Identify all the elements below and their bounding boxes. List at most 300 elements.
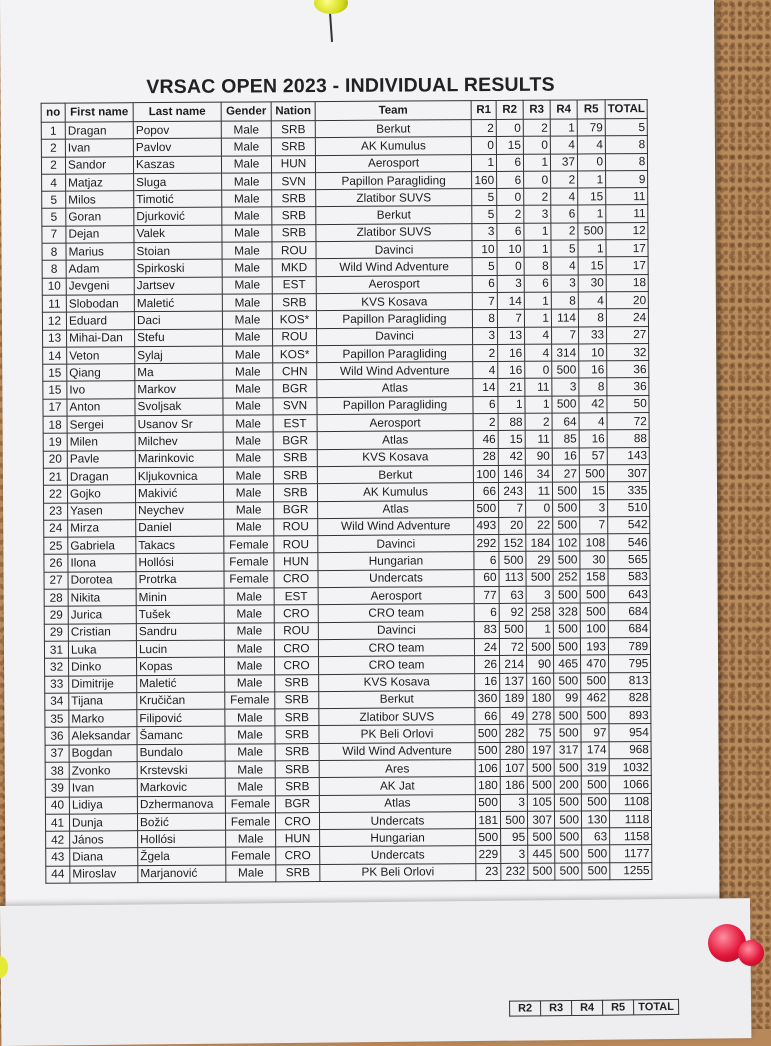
column-header: R2 bbox=[496, 100, 523, 119]
table-cell: 500 bbox=[526, 569, 553, 586]
table-cell: 14 bbox=[473, 379, 498, 396]
table-cell: 0 bbox=[497, 188, 524, 205]
table-cell: Male bbox=[221, 138, 271, 156]
table-cell: 5 bbox=[472, 189, 497, 206]
table-cell: 8 bbox=[42, 260, 66, 277]
table-cell: 500 bbox=[554, 672, 581, 689]
table-cell: 3 bbox=[526, 586, 553, 603]
table-cell: 24 bbox=[44, 520, 68, 537]
table-cell: HUN bbox=[274, 553, 318, 571]
table-cell: 16 bbox=[498, 361, 525, 378]
table-cell: Hollósi bbox=[138, 830, 226, 848]
table-cell: SRB bbox=[275, 743, 319, 761]
table-cell: Zlatibor SUVS bbox=[316, 223, 472, 241]
table-cell: 465 bbox=[554, 655, 581, 672]
table-cell: 3 bbox=[497, 275, 524, 292]
column-header: Last name bbox=[133, 102, 221, 122]
table-cell: 88 bbox=[498, 413, 525, 430]
table-cell: 2 bbox=[41, 157, 65, 174]
table-cell: Aerosport bbox=[317, 414, 473, 432]
table-cell: 38 bbox=[45, 762, 69, 779]
table-cell: Male bbox=[223, 432, 273, 450]
table-cell: 11 bbox=[606, 205, 648, 223]
table-cell: CRO bbox=[276, 847, 320, 865]
table-cell: 1177 bbox=[610, 845, 652, 863]
table-cell: 0 bbox=[496, 119, 523, 136]
table-cell: 17 bbox=[606, 257, 648, 275]
table-cell: Davinci bbox=[316, 241, 472, 259]
table-cell: 280 bbox=[500, 742, 527, 759]
table-cell: 500 bbox=[500, 811, 527, 828]
table-cell: SVN bbox=[272, 172, 316, 190]
table-cell: Neychev bbox=[136, 502, 224, 520]
table-cell: 15 bbox=[498, 431, 525, 448]
table-cell: Krstevski bbox=[137, 761, 225, 779]
table-cell: 100 bbox=[580, 620, 608, 637]
table-cell: EST bbox=[272, 276, 316, 294]
table-cell: Male bbox=[222, 225, 272, 243]
table-cell: 20 bbox=[43, 451, 67, 468]
table-cell: 60 bbox=[474, 569, 499, 586]
table-cell: 4 bbox=[551, 257, 578, 274]
table-cell: Male bbox=[222, 294, 272, 312]
table-cell: Milen bbox=[67, 433, 135, 451]
table-cell: 0 bbox=[497, 258, 524, 275]
table-cell: 1 bbox=[524, 292, 551, 309]
table-cell: 37 bbox=[550, 154, 577, 171]
table-cell: Stefu bbox=[135, 329, 223, 347]
table-cell: 63 bbox=[499, 586, 526, 603]
table-cell: Eduard bbox=[66, 312, 134, 330]
table-cell: 5 bbox=[472, 206, 497, 223]
table-cell: 6 bbox=[497, 171, 524, 188]
table-cell: 1108 bbox=[609, 793, 651, 811]
second-sheet-header bbox=[509, 999, 679, 1017]
table-cell: 229 bbox=[476, 846, 501, 863]
table-cell: SRB bbox=[275, 691, 319, 709]
table-cell: 500 bbox=[553, 621, 580, 638]
table-cell: 292 bbox=[474, 535, 499, 552]
table-cell: 27 bbox=[552, 465, 579, 482]
table-cell: 5 bbox=[551, 240, 578, 257]
table-cell: 500 bbox=[581, 793, 609, 810]
table-cell: 319 bbox=[581, 759, 609, 776]
table-cell: Wild Wind Adventure bbox=[319, 742, 475, 760]
column-header: R3 bbox=[523, 100, 550, 119]
table-cell: Dinko bbox=[69, 658, 137, 676]
table-cell: 684 bbox=[608, 603, 650, 621]
red-pushpin-head-icon bbox=[738, 940, 764, 966]
table-cell: 42 bbox=[579, 396, 607, 413]
table-cell: 1 bbox=[498, 396, 525, 413]
table-cell: 64 bbox=[552, 413, 579, 430]
table-cell: Male bbox=[226, 865, 276, 883]
table-cell: Sluga bbox=[134, 173, 222, 191]
table-cell: Kopas bbox=[137, 657, 225, 675]
table-cell: 4 bbox=[42, 174, 66, 191]
table-cell: Male bbox=[224, 588, 274, 606]
table-cell: 1255 bbox=[610, 862, 652, 880]
table-cell: 500 bbox=[476, 829, 501, 846]
table-cell: 1 bbox=[578, 205, 606, 222]
table-cell: 500 bbox=[552, 396, 579, 413]
table-cell: 3 bbox=[472, 223, 497, 240]
table-cell: 13 bbox=[43, 330, 67, 347]
table-cell: Atlas bbox=[317, 431, 473, 449]
table-cell: Female bbox=[225, 813, 275, 831]
table-cell: Male bbox=[225, 744, 275, 762]
table-cell: CRO team bbox=[318, 639, 474, 657]
table-cell: CHN bbox=[273, 363, 317, 381]
table-cell: 90 bbox=[527, 655, 554, 672]
table-cell: 1 bbox=[526, 621, 553, 638]
results-table bbox=[41, 99, 653, 884]
table-cell: 180 bbox=[527, 690, 554, 707]
table-cell: 4 bbox=[578, 292, 606, 309]
table-cell: Male bbox=[223, 484, 273, 502]
table-cell: 26 bbox=[475, 656, 500, 673]
table-cell: 7 bbox=[499, 500, 526, 517]
table-cell: 500 bbox=[582, 863, 610, 880]
table-cell: 105 bbox=[527, 794, 554, 811]
page-title: VRSAC OPEN 2023 - INDIVIDUAL RESULTS bbox=[146, 73, 555, 99]
table-cell: Stoian bbox=[134, 242, 222, 260]
table-cell: 8 bbox=[524, 258, 551, 275]
table-cell: 500 bbox=[581, 776, 609, 793]
table-cell: 500 bbox=[580, 603, 608, 620]
table-cell: 1066 bbox=[609, 776, 651, 794]
table-cell: 1 bbox=[525, 396, 552, 413]
table-cell: 6 bbox=[496, 154, 523, 171]
table-cell: 7 bbox=[497, 310, 524, 327]
table-cell: 565 bbox=[608, 551, 650, 569]
table-cell: 180 bbox=[475, 777, 500, 794]
table-cell: Female bbox=[224, 553, 274, 571]
table-cell: 1 bbox=[550, 119, 577, 136]
table-cell: 193 bbox=[580, 638, 608, 655]
table-cell: Male bbox=[225, 657, 275, 675]
table-cell: 5 bbox=[472, 258, 497, 275]
table-cell: 16 bbox=[579, 430, 607, 447]
table-cell: 28 bbox=[473, 448, 498, 465]
table-cell: 3 bbox=[501, 846, 528, 863]
table-cell: 11 bbox=[42, 295, 66, 312]
column-header: R5 bbox=[577, 100, 605, 119]
table-cell: SVN bbox=[273, 397, 317, 415]
table-cell: Male bbox=[221, 155, 271, 173]
table-cell: Slobodan bbox=[66, 295, 134, 313]
table-cell: Female bbox=[224, 536, 274, 554]
table-cell: KVS Kosava bbox=[319, 673, 475, 691]
table-cell: BGR bbox=[273, 432, 317, 450]
table-cell: AK Kumulus bbox=[317, 483, 473, 501]
table-cell: 106 bbox=[475, 759, 500, 776]
table-cell: 12 bbox=[606, 222, 648, 240]
table-cell: 2 bbox=[524, 188, 551, 205]
table-cell: 3 bbox=[500, 794, 527, 811]
table-cell: KVS Kosava bbox=[316, 293, 472, 311]
table-cell: 72 bbox=[607, 413, 649, 431]
table-cell: Male bbox=[222, 311, 272, 329]
table-cell: 500 bbox=[499, 621, 526, 638]
table-cell: 146 bbox=[498, 465, 525, 482]
table-cell: 0 bbox=[524, 171, 551, 188]
table-cell: 2 bbox=[497, 206, 524, 223]
table-cell: 1 bbox=[524, 309, 551, 326]
table-cell: Aerosport bbox=[315, 154, 471, 172]
table-cell: 6 bbox=[524, 275, 551, 292]
table-cell: 7 bbox=[580, 517, 608, 534]
column-header: Nation bbox=[271, 102, 315, 121]
table-cell: PK Beli Orlovi bbox=[319, 725, 475, 743]
table-cell: 795 bbox=[609, 655, 651, 673]
table-cell: Tijana bbox=[69, 692, 137, 710]
table-cell: Atlas bbox=[317, 379, 473, 397]
table-cell: 2 bbox=[473, 414, 498, 431]
table-cell: MKD bbox=[272, 259, 316, 277]
table-cell: SRB bbox=[275, 674, 319, 692]
table-cell: EST bbox=[273, 415, 317, 433]
table-cell: 29 bbox=[44, 606, 68, 623]
table-cell: Markovic bbox=[137, 778, 225, 796]
table-cell: Davinci bbox=[318, 621, 474, 639]
table-cell: Male bbox=[223, 363, 273, 381]
table-cell: Male bbox=[226, 830, 276, 848]
table-cell: 41 bbox=[45, 814, 69, 831]
table-cell: 42 bbox=[46, 831, 70, 848]
table-cell: 107 bbox=[500, 759, 527, 776]
table-cell: Hungarian bbox=[320, 829, 476, 847]
table-cell: Mihai-Dan bbox=[67, 329, 135, 347]
table-cell: 4 bbox=[579, 413, 607, 430]
table-cell: 8 bbox=[605, 153, 647, 171]
table-cell: Male bbox=[224, 501, 274, 519]
table-cell: 35 bbox=[45, 710, 69, 727]
table-cell: Sandor bbox=[65, 156, 133, 174]
table-cell: 6 bbox=[473, 396, 498, 413]
table-cell: Božić bbox=[137, 813, 225, 831]
table-cell: 500 bbox=[554, 811, 581, 828]
table-cell: Male bbox=[225, 778, 275, 796]
table-cell: CRO bbox=[275, 657, 319, 675]
table-cell: SRB bbox=[273, 467, 317, 485]
table-cell: 500 bbox=[555, 863, 582, 880]
table-cell: 8 bbox=[551, 292, 578, 309]
table-cell: Anton bbox=[67, 398, 135, 416]
table-cell: 232 bbox=[501, 863, 528, 880]
table-cell: 4 bbox=[473, 362, 498, 379]
table-cell: 0 bbox=[577, 153, 605, 170]
table-cell: 66 bbox=[475, 708, 500, 725]
table-cell: 1032 bbox=[609, 759, 651, 777]
table-cell: 137 bbox=[500, 673, 527, 690]
table-cell: Male bbox=[224, 605, 274, 623]
table-cell: 36 bbox=[607, 378, 649, 396]
table-cell: 500 bbox=[475, 794, 500, 811]
table-cell: 1 bbox=[524, 223, 551, 240]
table-cell: Male bbox=[222, 207, 272, 225]
table-cell: 4 bbox=[525, 344, 552, 361]
table-cell: 335 bbox=[607, 482, 649, 500]
table-cell: 15 bbox=[43, 364, 67, 381]
table-cell: Papillon Paragliding bbox=[317, 396, 473, 414]
table-cell: Kaszas bbox=[133, 156, 221, 174]
table-cell: CRO team bbox=[318, 604, 474, 622]
table-cell: 0 bbox=[471, 137, 496, 154]
table-cell: 22 bbox=[43, 485, 67, 502]
table-cell: Male bbox=[223, 328, 273, 346]
table-cell: 684 bbox=[608, 620, 650, 638]
table-cell: Berkut bbox=[315, 120, 471, 138]
table-cell: 462 bbox=[581, 690, 609, 707]
table-cell: 66 bbox=[473, 483, 498, 500]
table-cell: Papillon Paragliding bbox=[316, 172, 472, 190]
table-cell: SRB bbox=[273, 449, 317, 467]
table-cell: 88 bbox=[607, 430, 649, 448]
column-header: Gender bbox=[221, 102, 271, 121]
table-cell: Svoljsak bbox=[135, 398, 223, 416]
table-cell: 27 bbox=[607, 326, 649, 344]
table-cell: 2 bbox=[551, 171, 578, 188]
column-header: First name bbox=[65, 103, 133, 122]
table-cell: ROU bbox=[274, 536, 318, 554]
table-cell: 360 bbox=[475, 690, 500, 707]
table-cell: 8 bbox=[579, 378, 607, 395]
table-cell: 50 bbox=[607, 395, 649, 413]
table-cell: Qiang bbox=[67, 364, 135, 382]
table-cell: 90 bbox=[525, 448, 552, 465]
table-cell: Aleksandar bbox=[69, 727, 137, 745]
table-cell: CRO bbox=[275, 812, 319, 830]
table-cell: 500 bbox=[527, 776, 554, 793]
table-cell: 4 bbox=[577, 136, 605, 153]
table-cell: 10 bbox=[472, 241, 497, 258]
table-cell: 36 bbox=[45, 727, 69, 744]
table-cell: 24 bbox=[606, 309, 648, 327]
table-cell: 100 bbox=[473, 465, 498, 482]
table-cell: 1 bbox=[578, 240, 606, 257]
table-cell: 6 bbox=[551, 205, 578, 222]
table-cell: Davinci bbox=[318, 535, 474, 553]
table-cell: ROU bbox=[274, 622, 318, 640]
table-cell: ROU bbox=[274, 518, 318, 536]
table-cell: Male bbox=[223, 467, 273, 485]
table-cell: SRB bbox=[271, 121, 315, 139]
table-cell: 1 bbox=[41, 122, 65, 139]
table-cell: Male bbox=[222, 277, 272, 295]
table-cell: Papillon Paragliding bbox=[317, 344, 473, 362]
table-cell: Male bbox=[222, 242, 272, 260]
table-cell: 95 bbox=[501, 828, 528, 845]
table-cell: 40 bbox=[45, 797, 69, 814]
table-cell: 32 bbox=[607, 343, 649, 361]
table-cell: 7 bbox=[552, 327, 579, 344]
table-cell: 11 bbox=[525, 482, 552, 499]
column-header: R2 bbox=[510, 1001, 541, 1016]
table-cell: 307 bbox=[527, 811, 554, 828]
table-cell: Luka bbox=[68, 641, 136, 659]
table-cell: 3 bbox=[524, 206, 551, 223]
table-cell: Kljukovnica bbox=[135, 467, 223, 485]
table-row bbox=[46, 862, 652, 883]
table-cell: Adam bbox=[66, 260, 134, 278]
table-cell: 968 bbox=[609, 741, 651, 759]
table-cell: 23 bbox=[44, 503, 68, 520]
table-cell: 30 bbox=[580, 551, 608, 568]
table-cell: Berkut bbox=[319, 690, 475, 708]
table-cell: Atlas bbox=[319, 794, 475, 812]
table-cell: 470 bbox=[581, 655, 609, 672]
table-cell: 14 bbox=[497, 292, 524, 309]
table-cell: 23 bbox=[476, 863, 501, 880]
table-cell: ROU bbox=[272, 242, 316, 260]
table-cell: 20 bbox=[499, 517, 526, 534]
table-cell: 1158 bbox=[610, 828, 652, 846]
column-header: R5 bbox=[603, 1000, 634, 1015]
table-cell: Dragan bbox=[65, 122, 133, 140]
table-cell: Marinkovic bbox=[135, 450, 223, 468]
table-cell: 6 bbox=[472, 275, 497, 292]
table-cell: 63 bbox=[582, 828, 610, 845]
table-cell: 42 bbox=[498, 448, 525, 465]
table-cell: Sylaj bbox=[135, 346, 223, 364]
table-cell: 10 bbox=[42, 278, 66, 295]
table-cell: Gojko bbox=[67, 485, 135, 503]
table-cell: 6 bbox=[497, 223, 524, 240]
table-cell: 15 bbox=[578, 257, 606, 274]
table-cell: 3 bbox=[580, 499, 608, 516]
table-cell: Jevgeni bbox=[66, 277, 134, 295]
table-cell: 307 bbox=[607, 464, 649, 482]
table-cell: BGR bbox=[273, 380, 317, 398]
table-cell: Ivan bbox=[69, 779, 137, 797]
table-cell: Dejan bbox=[66, 225, 134, 243]
table-cell: 789 bbox=[608, 637, 650, 655]
table-cell: 1 bbox=[578, 171, 606, 188]
table-cell: 5 bbox=[605, 119, 647, 137]
table-cell: Male bbox=[223, 449, 273, 467]
table-cell: SRB bbox=[272, 190, 316, 208]
table-cell: Protrka bbox=[136, 571, 224, 589]
table-cell: Male bbox=[223, 346, 273, 364]
table-cell: 9 bbox=[606, 170, 648, 188]
table-cell: 314 bbox=[552, 344, 579, 361]
table-cell: CRO bbox=[274, 570, 318, 588]
table-cell: Dragan bbox=[67, 468, 135, 486]
table-cell: 11 bbox=[525, 430, 552, 447]
table-cell: Aerosport bbox=[316, 275, 472, 293]
table-cell: 583 bbox=[608, 568, 650, 586]
table-cell: 500 bbox=[527, 759, 554, 776]
table-cell: 500 bbox=[552, 361, 579, 378]
table-cell: 160 bbox=[472, 171, 497, 188]
table-cell: 8 bbox=[42, 243, 66, 260]
table-cell: 15 bbox=[579, 482, 607, 499]
table-cell: Marko bbox=[69, 710, 137, 728]
table-cell: Mirza bbox=[68, 520, 136, 538]
table-cell: 828 bbox=[609, 689, 651, 707]
table-cell: 174 bbox=[581, 741, 609, 758]
table-cell: Miroslav bbox=[70, 865, 138, 883]
table-cell: 2 bbox=[41, 139, 65, 156]
table-cell: 21 bbox=[43, 468, 67, 485]
table-cell: 510 bbox=[608, 499, 650, 517]
table-cell: 258 bbox=[526, 603, 553, 620]
table-cell: Milos bbox=[66, 191, 134, 209]
table-cell: 92 bbox=[499, 604, 526, 621]
table-cell: 29 bbox=[526, 552, 553, 569]
table-cell: 12 bbox=[42, 312, 66, 329]
